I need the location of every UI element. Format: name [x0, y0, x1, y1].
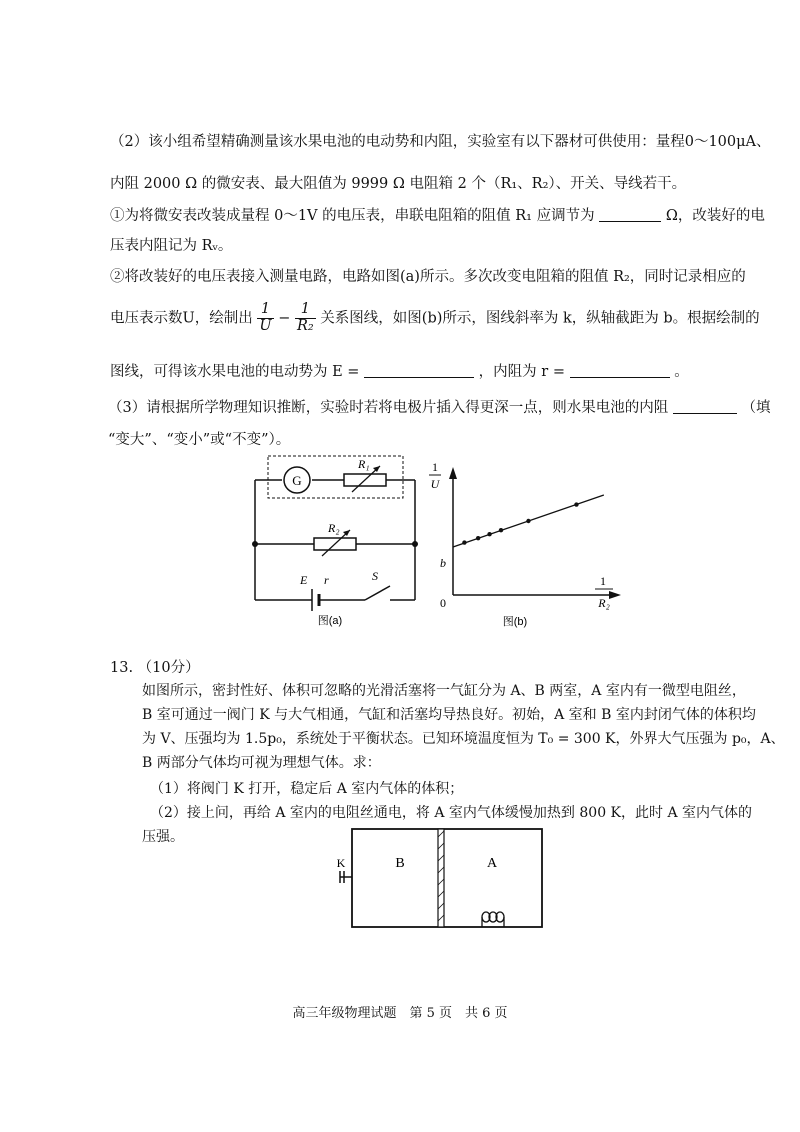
data-point [476, 536, 480, 540]
data-point [462, 540, 466, 544]
internal-r-label: r [324, 573, 329, 587]
part2-q2-line3 [110, 360, 689, 381]
r1-label: R₁ [358, 457, 370, 471]
switch-icon [365, 586, 390, 600]
cylinder-diagram [332, 825, 552, 935]
q13-line2: B 室可通过一阀门 K 与大气相通，气缸和活塞均导热良好。初始，A 室和 B 室内封闭气体的体积均 [142, 707, 756, 723]
part2-q2-line2 [110, 302, 760, 335]
part2-q2-text-mid: ，内阻为 r = [478, 364, 565, 380]
q13-header: 13. （10分） [110, 660, 200, 676]
part3-text-a: （3）请根据所学物理知识推断，实验时若将电极片插入得更深一点，则水果电池的内阻 [108, 400, 669, 416]
q13-sub2-cont: 压强。 [142, 829, 184, 845]
part2-q2-text-post: 关系图线，如图(b)所示，图线斜率为 k，纵轴截距为 b。根据绘制的 [320, 310, 760, 327]
fraction-one-over-r2: $\frac{1}{\text{R₂}}$ [296, 301, 314, 334]
circuit-diagram [240, 448, 430, 628]
chamber-a-label: A [486, 856, 498, 871]
q13-line4: B 两部分气体均可视为理想气体。求： [142, 755, 381, 771]
data-point [526, 519, 530, 523]
part2-intro-line2: 内阻 2000 Ω 的微安表、最大阻值为 9999 Ω 电阻箱 2 个（R₁、R₂）、开关、导线若干。 [110, 176, 687, 192]
part3-text-b: （填 [741, 400, 771, 416]
graph-figure [425, 455, 625, 635]
chamber-b-label: B [395, 856, 405, 871]
y-label-num: 1 [432, 460, 438, 474]
x-label-num: 1 [600, 574, 606, 588]
fraction-one-over-u: $\frac{1}{U}$ [259, 301, 272, 334]
part2-q2-text-end: 。 [674, 364, 689, 380]
q13-sub2: （2）接上问，再给 A 室内的电阻丝通电，将 A 室内气体缓慢加热到 800 K，此时 A 室内气体的 [150, 805, 753, 821]
data-point [487, 532, 491, 536]
answer-blank-r1[interactable] [599, 207, 661, 222]
part2-q1-text-a: ①为将微安表改装成量程 0～1V 的电压表，串联电阻箱的阻值 R₁ 应调节为 [110, 208, 595, 224]
y-label-den: U [430, 477, 440, 491]
part2-q2-line1: ②将改装好的电压表接入测量电路，电路如图(a)所示。多次改变电阻箱的阻值 R₂，同时记录相应的 [110, 269, 746, 285]
fig-a-caption: 图(a) [317, 615, 343, 627]
answer-blank-emf[interactable] [364, 363, 474, 378]
q13-line1: 如图所示，密封性好、体积可忽略的光滑活塞将一气缸分为 A、B 两室，A 室内有一微型电阻丝， [142, 683, 746, 699]
data-point [499, 528, 503, 532]
part3-line1 [108, 396, 770, 417]
q13-line3: 为 V、压强均为 1.5p₀，系统处于平衡状态。已知环境温度恒为 T₀ = 300 K，外界大气压强为 p₀，A、 [142, 731, 785, 747]
part2-q2-text-pre: 电压表示数U，绘制出 [110, 310, 253, 327]
part2-q1-text-b: Ω，改装好的电 [665, 208, 765, 224]
fig-b-caption: 图(b) [502, 616, 528, 628]
part2-intro-line1: （2）该小组希望精确测量该水果电池的电动势和内阻，实验室有以下器材可供使用：量程0～100μA、 [110, 134, 771, 150]
emf-label: E [300, 573, 308, 587]
answer-blank-internal-resistance[interactable] [570, 363, 670, 378]
origin-label: 0 [440, 596, 446, 610]
part2-q1-line2: 压表内阻记为 Rᵥ。 [110, 238, 233, 254]
page-footer: 高三年级物理试题 第 5 页 共 6 页 [292, 1006, 508, 1021]
answer-blank-trend[interactable] [673, 399, 737, 414]
heater-coil-icon [482, 912, 504, 927]
r2-label: R₂ [328, 521, 340, 535]
data-point [574, 502, 578, 506]
part2-q2-text-c: 图线，可得该水果电池的电动势为 E = [110, 364, 360, 380]
part3-line2: “变大”、“变小”或“不变”）。 [108, 432, 291, 448]
cylinder-outline [352, 829, 542, 927]
minus-sign: − [278, 310, 291, 327]
part2-q1-line1 [110, 204, 765, 225]
switch-label: S [372, 569, 378, 583]
x-label-den: R₂ [598, 596, 610, 610]
galvanometer-label: G [292, 473, 302, 488]
valve-label: K [336, 856, 346, 870]
q13-sub1: （1）将阀门 K 打开，稳定后 A 室内气体的体积； [150, 781, 464, 797]
intercept-label: b [440, 556, 446, 570]
